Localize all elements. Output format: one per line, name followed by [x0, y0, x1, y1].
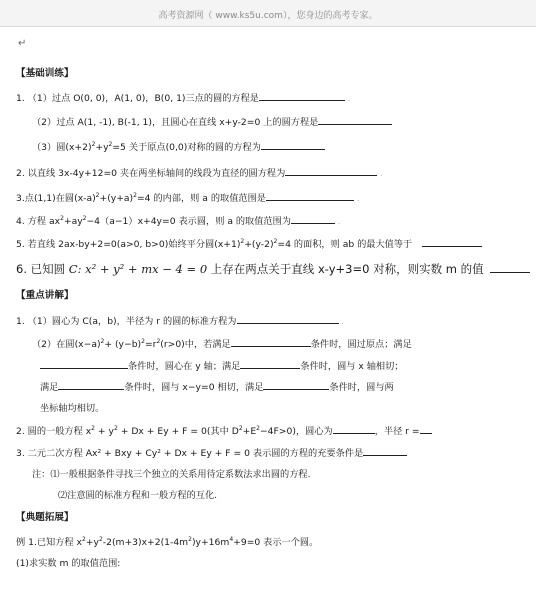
key-2: 2. 圆的一般方程 $x^2 + y^2 + Dx + Ey + F = 0$(其中 $D^2+E^2-4F>0$)，圆心为 ，半径 r =	[16, 424, 530, 439]
answer-blank[interactable]	[240, 359, 300, 369]
answer-blank[interactable]	[40, 359, 128, 369]
key-1-3: 条件时，圆心在 y 轴；满足 条件时，圆与 x 轴相切；	[40, 359, 530, 374]
paragraph-mark: ↵	[18, 38, 27, 49]
answer-blank[interactable]	[420, 424, 432, 434]
question-1-2: （2）过点 A(1, -1), B(-1, 1)，且圆心在直线 x+y-2=0 上的圆方程是	[32, 115, 530, 130]
header-text: 高考资源网（ www.ks5u.com），您身边的高考专家。	[158, 11, 378, 21]
note-1: 注：⑴一般根据条件寻找三个独立的关系用待定系数法求出圆的方程.	[32, 469, 311, 480]
answer-blank[interactable]	[363, 446, 407, 456]
answer-blank[interactable]	[263, 380, 329, 390]
question-5: 5. 若直线 2ax-by+2=0(a>0, b>0)始终平分圆$(x+1)^2+(y-2)^2=4$ 的面积，则 ab 的最大值等于	[16, 237, 530, 252]
answer-blank[interactable]	[237, 314, 339, 324]
note-2: ⑵注意圆的标准方程和一般方程的互化.	[58, 490, 218, 501]
example-1-part-1: (1)求实数 m 的取值范围:	[16, 558, 121, 569]
section-key-title: 【重点讲解】	[16, 290, 74, 301]
question-3: 3.点(1,1)在圆$(x-a)^2+(y+a)^2=4$ 的内部，则 a 的取值范围是 .	[16, 191, 360, 204]
page-header	[0, 0, 536, 27]
question-1-3: （3）圆$(x+2)^2+y^2=5$ 关于原点(0,0)对称的圆的方程为	[32, 140, 530, 155]
circle-equation: C: x² + y² + mx − 4 = 0	[68, 262, 208, 276]
question-4: 4. 方程 $ax^2+ay^2-4(a-1)x+4y=0$ 表示圆，则 a 的取值范围为 .	[16, 214, 341, 227]
example-1: 例 1.已知方程 $x^2+y^2-2(m+3)x+2(1-4m^2)y+16m^4+9=0$ 表示一个圆。	[16, 536, 319, 548]
section-basic-title: 【基础训练】	[16, 68, 74, 79]
key-1-1: 1. （1）圆心为 C(a，b)，半径为 r 的圆的标准方程为 .	[16, 316, 344, 327]
key-1-5: 坐标轴均相切。	[40, 403, 105, 414]
answer-blank[interactable]	[490, 263, 530, 273]
answer-blank[interactable]	[58, 380, 124, 390]
answer-blank[interactable]	[261, 140, 325, 150]
answer-blank[interactable]	[266, 191, 354, 201]
question-1-1: 1. （1）过点 O(0, 0)，A(1, 0)，B(0, 1)三点的圆的方程是 .	[16, 93, 351, 104]
key-1-2: （2）在圆$(x-a)^2+ (y-b)^2=r^2(r>0)$中，若满足 条件时，圆过原点；满足	[32, 337, 412, 350]
answer-blank[interactable]	[285, 166, 377, 176]
section-ext-title: 【典题拓展】	[16, 512, 74, 523]
answer-blank[interactable]	[422, 237, 482, 247]
question-2: 2. 以直线 3x-4y+12=0 夹在两坐标轴间的线段为直径的圆方程为 .	[16, 168, 383, 179]
answer-blank[interactable]	[259, 91, 345, 101]
key-1-4: 满足 条件时，圆与 x−y=0 相切，满足 条件时，圆与两	[40, 382, 394, 393]
answer-blank[interactable]	[333, 424, 375, 434]
answer-blank[interactable]	[318, 115, 392, 125]
key-3: 3. 二元二次方程 Ax² + Bxy + Cy² + Dx + Ey + F = 0 表示圆的方程的充要条件是	[16, 446, 530, 461]
answer-blank[interactable]	[291, 214, 335, 224]
question-6: 6. 已知圆 C: x² + y² + mx − 4 = 0 上存在两点关于直线 x-y+3=0 对称，则实数 m 的值	[16, 261, 530, 277]
answer-blank[interactable]	[231, 337, 311, 347]
